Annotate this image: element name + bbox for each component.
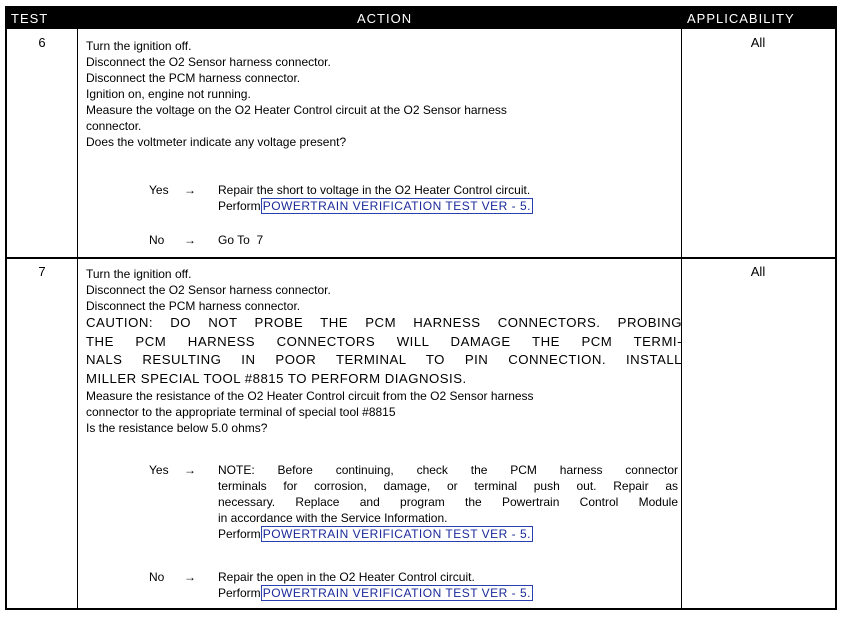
step-text: Disconnect the PCM harness connector. bbox=[86, 71, 301, 85]
yes-label: Yes bbox=[149, 463, 169, 477]
verification-test-link[interactable]: POWERTRAIN VERIFICATION TEST VER - 5. bbox=[262, 586, 532, 600]
yes-label: Yes bbox=[149, 183, 169, 197]
table-header bbox=[7, 8, 835, 29]
arrow-icon: → bbox=[184, 463, 196, 477]
note-text: necessary. Replace and program the Powertrain Control Module bbox=[218, 495, 678, 509]
step-text: Is the resistance below 5.0 ohms? bbox=[86, 421, 268, 435]
step-text: Disconnect the O2 Sensor harness connector. bbox=[86, 55, 331, 69]
step-text: Measure the voltage on the O2 Heater Control circuit at the O2 Sensor harness bbox=[86, 103, 507, 117]
step-text: Does the voltmeter indicate any voltage present? bbox=[86, 135, 347, 149]
caution-text: NALS RESULTING IN POOR TERMINAL TO PIN CONNECTION. INSTALL bbox=[86, 352, 682, 367]
step-text: connector to the appropriate terminal of special tool #8815 bbox=[86, 405, 396, 419]
header-test: TEST bbox=[11, 11, 49, 26]
goto-label: Go To bbox=[218, 233, 250, 247]
yes-text bbox=[218, 462, 678, 542]
caution-text: MILLER SPECIAL TOOL #8815 TO PERFORM DIAGNOSIS. bbox=[86, 370, 467, 386]
caution-text: CAUTION: DO NOT PROBE THE PCM HARNESS CONNECTORS. PROBING bbox=[86, 315, 682, 330]
column-divider bbox=[77, 8, 78, 608]
verification-test-link[interactable]: POWERTRAIN VERIFICATION TEST VER - 5. bbox=[262, 199, 532, 213]
step-text: Turn the ignition off. bbox=[86, 267, 192, 281]
diagnostic-table bbox=[5, 6, 837, 610]
step-text: Turn the ignition off. bbox=[86, 39, 192, 53]
no-text bbox=[218, 232, 263, 248]
arrow-icon: → bbox=[184, 570, 196, 584]
applicability-value: All bbox=[750, 35, 766, 50]
no-text bbox=[218, 569, 533, 601]
test-steps bbox=[86, 38, 682, 150]
step-text: connector. bbox=[86, 119, 142, 133]
no-label: No bbox=[149, 570, 165, 584]
caution-text: THE PCM HARNESS CONNECTORS WILL DAMAGE THE PCM TERMI- bbox=[86, 333, 682, 349]
perform-label: Perform bbox=[218, 527, 261, 541]
goto-target-link[interactable]: 7 bbox=[256, 233, 264, 247]
perform-label: Perform bbox=[218, 586, 261, 600]
no-answer bbox=[149, 232, 679, 250]
yes-answer bbox=[149, 182, 679, 216]
note-text: NOTE: Before continuing, check the PCM harness connector bbox=[218, 463, 678, 477]
step-text: Disconnect the PCM harness connector. bbox=[86, 299, 301, 313]
step-text: Ignition on, engine not running. bbox=[86, 87, 251, 101]
header-applicability: APPLICABILITY bbox=[687, 11, 795, 26]
note-text: terminals for corrosion, damage, or terminal push out. Repair as bbox=[218, 479, 678, 493]
arrow-icon: → bbox=[184, 233, 196, 247]
perform-label: Perform bbox=[218, 199, 261, 213]
no-answer bbox=[149, 569, 679, 603]
yes-text bbox=[218, 182, 533, 214]
step-text: Measure the resistance of the O2 Heater Control circuit from the O2 Sensor harness bbox=[86, 389, 534, 403]
verification-test-link[interactable]: POWERTRAIN VERIFICATION TEST VER - 5. bbox=[262, 527, 532, 541]
no-label: No bbox=[149, 233, 165, 247]
applicability-value: All bbox=[750, 264, 766, 279]
header-action: ACTION bbox=[357, 11, 413, 26]
test-number: 7 bbox=[38, 264, 46, 279]
arrow-icon: → bbox=[184, 183, 196, 197]
row-divider bbox=[7, 257, 835, 259]
note-text: in accordance with the Service Information. bbox=[218, 511, 448, 525]
no-instruction: Repair the open in the O2 Heater Control circuit. bbox=[218, 570, 475, 584]
yes-instruction: Repair the short to voltage in the O2 Heater Control circuit. bbox=[218, 183, 531, 197]
step-text: Disconnect the O2 Sensor harness connector. bbox=[86, 283, 331, 297]
test-number: 6 bbox=[38, 35, 46, 50]
yes-answer bbox=[149, 462, 679, 546]
test-steps bbox=[86, 266, 682, 436]
